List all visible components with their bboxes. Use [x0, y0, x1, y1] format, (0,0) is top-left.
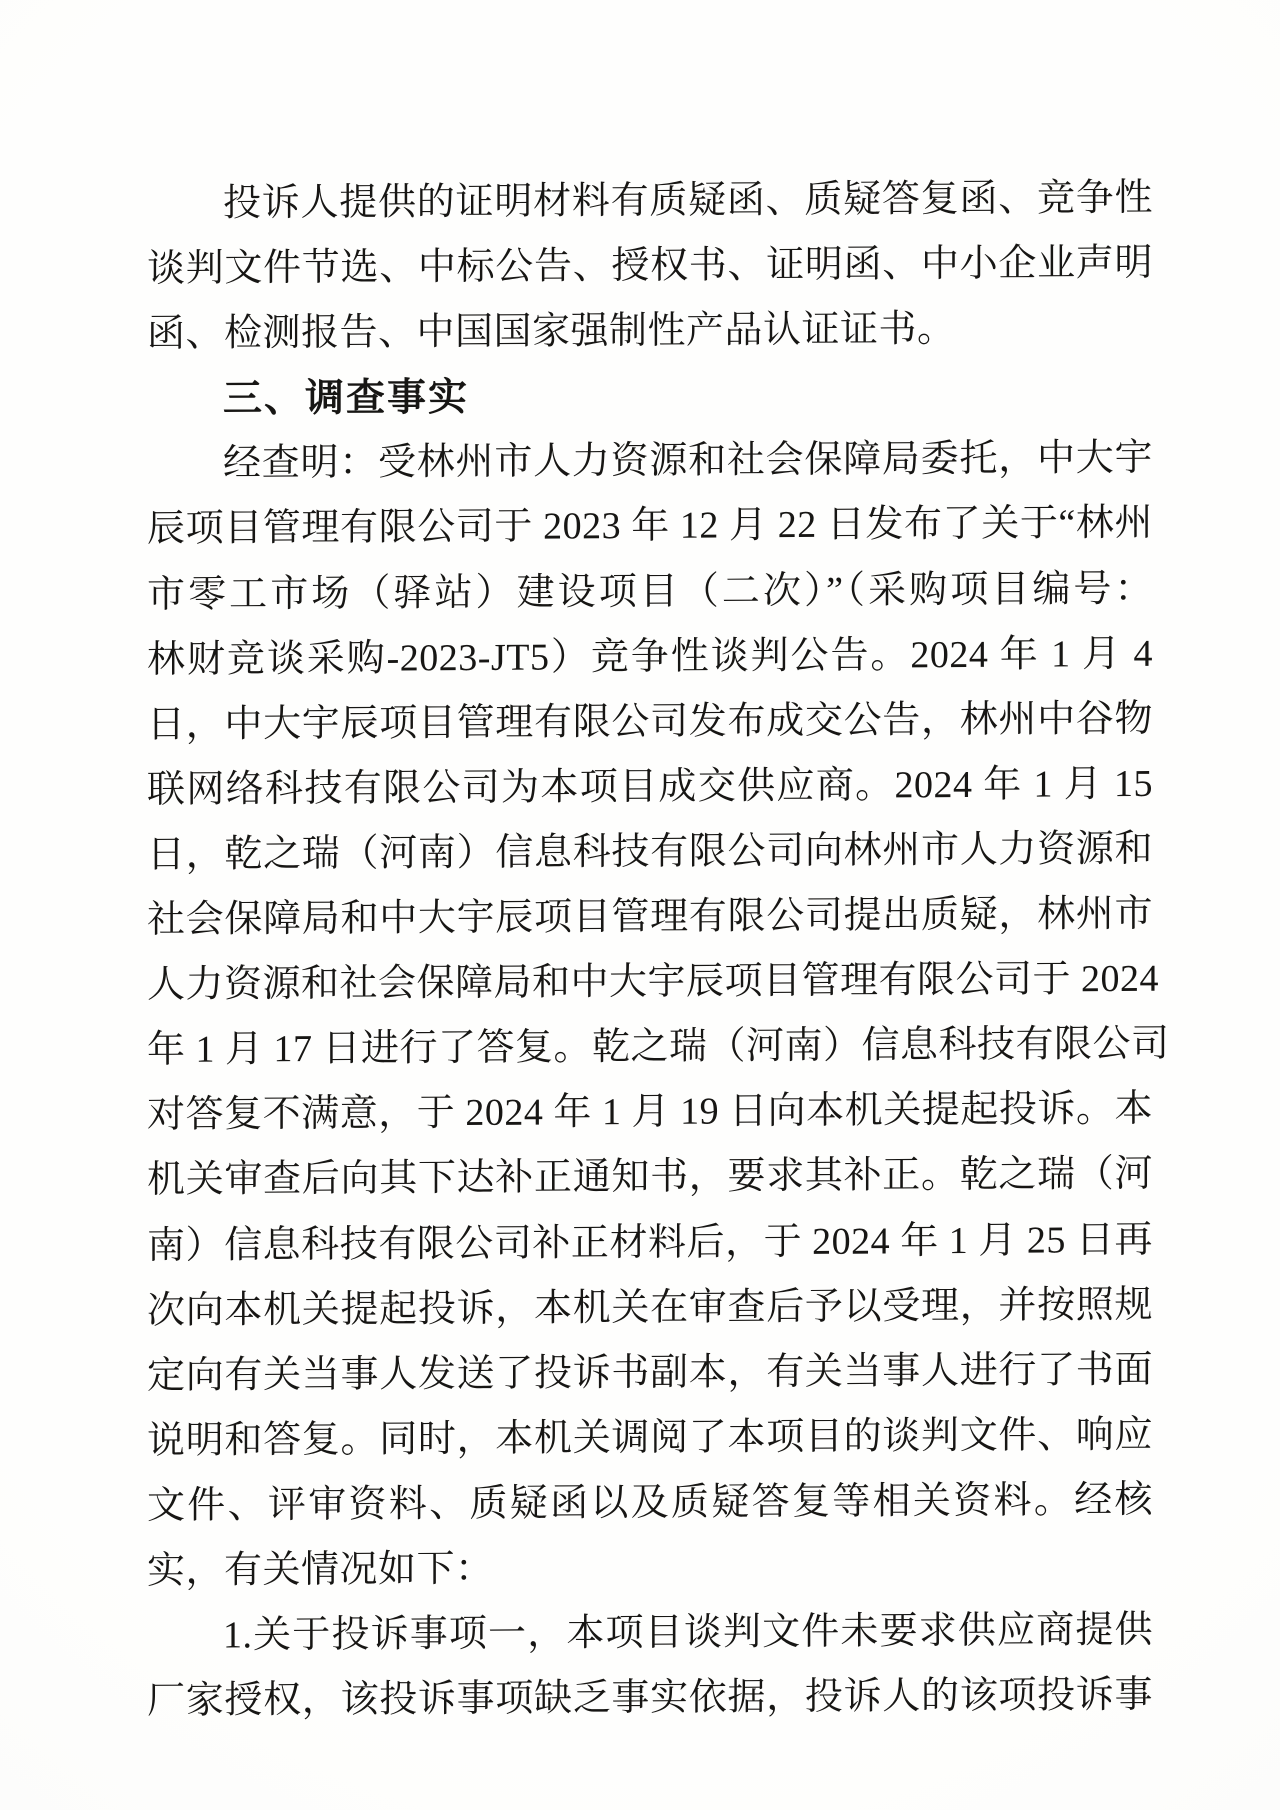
document-text-block	[147, 166, 1170, 1734]
text-line: 经查明：受林州市人力资源和社会保障局委托，中大宇	[223, 437, 1153, 485]
text-line: 谈判文件节选、中标公告、授权书、证明函、中小企业声明	[147, 241, 1153, 291]
text-line: 社会保障局和中大宇辰项目管理有限公司提出质疑，林州市	[147, 892, 1153, 942]
text-line: 文件、评审资料、质疑函以及质疑答复等相关资料。经核	[147, 1478, 1153, 1527]
text-line: 厂家授权，该投诉事项缺乏事实依据，投诉人的该项投诉事	[147, 1674, 1153, 1723]
text-line: 次向本机关提起投诉，本机关在审查后予以受理，并按照规	[147, 1283, 1153, 1332]
text-line: 南）信息科技有限公司补正材料后，于 2024 年 1 月 25 日再	[147, 1218, 1153, 1267]
text-line: 机关审查后向其下达补正通知书，要求其补正。乾之瑞（河	[147, 1153, 1153, 1202]
text-line: 1.关于投诉事项一，本项目谈判文件未要求供应商提供	[223, 1608, 1153, 1657]
section-heading: 三、调查事实	[223, 376, 470, 421]
text-line: 辰项目管理有限公司于 2023 年 12 月 22 日发布了关于“林州	[147, 502, 1153, 551]
text-line: 日，乾之瑞（河南）信息科技有限公司向林州市人力资源和	[147, 827, 1153, 876]
text-line: 林财竞谈采购-2023-JT5）竞争性谈判公告。2024 年 1 月 4	[147, 632, 1153, 681]
text-line: 定向有关当事人发送了投诉书副本，有关当事人进行了书面	[147, 1348, 1153, 1397]
text-line: 年 1 月 17 日进行了答复。乾之瑞（河南）信息科技有限公司	[147, 1022, 1170, 1072]
text-line: 函、检测报告、中国国家强制性产品认证证书。	[147, 308, 956, 356]
text-line: 联网络科技有限公司为本项目成交供应商。2024 年 1 月 15	[147, 762, 1153, 811]
text-line: 对答复不满意，于 2024 年 1 月 19 日向本机关提起投诉。本	[147, 1088, 1153, 1137]
text-line: 日，中大宇辰项目管理有限公司发布成交公告，林州中谷物	[147, 697, 1153, 746]
text-line: 人力资源和社会保障局和中大宇辰项目管理有限公司于 2024	[147, 957, 1160, 1007]
text-line: 说明和答复。同时，本机关调阅了本项目的谈判文件、响应	[147, 1413, 1153, 1462]
text-line: 投诉人提供的证明材料有质疑函、质疑答复函、竞争性	[223, 176, 1153, 225]
text-line: 市零工市场（驿站）建设项目（二次）”（采购项目编号：	[147, 567, 1153, 616]
text-line: 实，有关情况如下：	[147, 1547, 494, 1592]
